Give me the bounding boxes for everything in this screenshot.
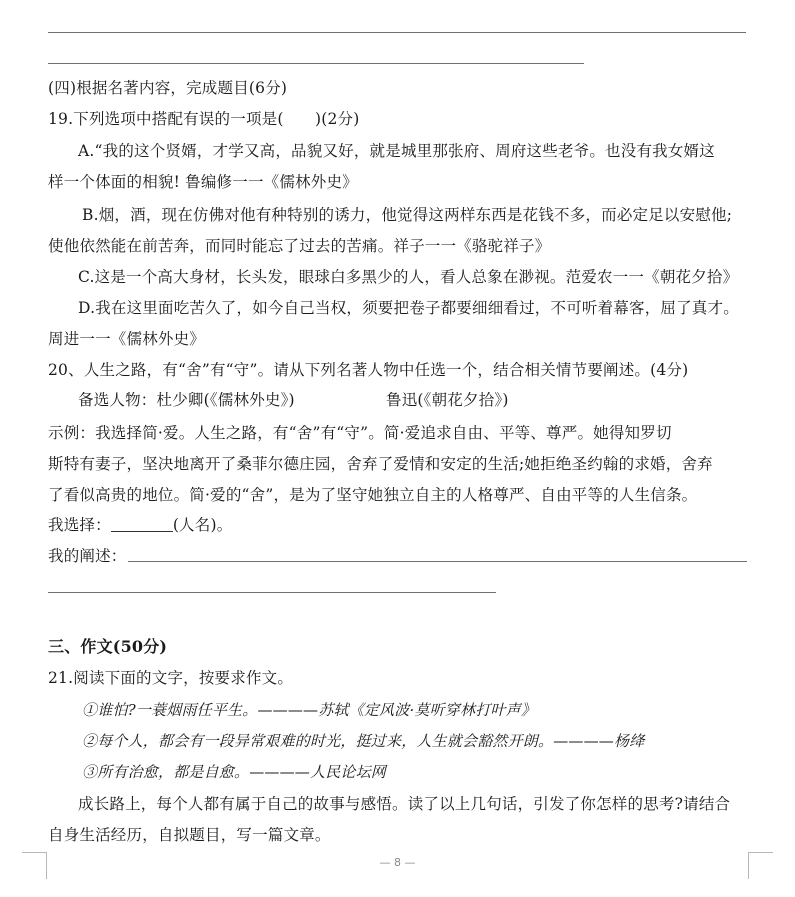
q20-explain-label: 我的阐述： <box>48 547 127 565</box>
q19-option-a-line2: 样一个体面的相貌! 鲁编修一一《儒林外史》 <box>48 173 358 191</box>
q19-stem: 19.下列选项中搭配有误的一项是( )(2分) <box>48 110 360 128</box>
q20-explain-line-1[interactable] <box>128 561 747 562</box>
q21-prompt-line1: 成长路上，每个人都有属于自己的故事与感悟。读了以上几句话，引发了你怎样的思考?请结合 <box>78 795 731 813</box>
q20-choice <box>48 515 232 535</box>
page-number: — 8 — <box>379 856 416 869</box>
q19-option-a-line1: A.“我的这个贤婿，才学又高，品貌又好，就是城里那张府、周府这些老爷。也没有我女婿这 <box>78 142 715 160</box>
q21-stem: 21.阅读下面的文字，按要求作文。 <box>48 669 294 687</box>
answer-line-top-1 <box>48 32 746 33</box>
q20-choice-suffix: (人名)。 <box>172 516 233 534</box>
q20-choice-blank[interactable] <box>111 517 173 532</box>
section4-title: (四)根据名著内容，完成题目(6分) <box>48 79 288 97</box>
q21-quote-1: ①谁怕?一蓑烟雨任平生。————苏轼《定风波·莫听穿林打叶声》 <box>82 701 537 719</box>
q19-option-d-line2: 周进一一《儒林外史》 <box>48 330 206 348</box>
q20-candidate-1: 备选人物：杜少卿(《儒林外史》) <box>78 391 295 409</box>
q20-example-line3: 了看似高贵的地位。简·爱的“舍”，是为了坚守她独立自主的人格尊严、自由平等的人生信条。 <box>48 486 698 504</box>
q19-option-b-line2: 使他依然能在前苦奔，而同时能忘了过去的苦痛。祥子一一《骆驼祥子》 <box>48 237 551 255</box>
answer-line-top-2 <box>48 63 584 64</box>
q19-option-c: C.这是一个高大身材，长头发，眼球白多黑少的人，看人总象在渺视。范爱农一一《朝花夕拾》 <box>78 268 739 286</box>
q20-choice-label: 我选择： <box>48 516 111 534</box>
section3-title: 三、作文(50分) <box>48 637 168 656</box>
q21-quote-2: ②每个人，都会有一段异常艰难的时光，挺过来，人生就会豁然开朗。————杨绛 <box>82 732 645 750</box>
q20-explain-line-2[interactable] <box>48 592 496 593</box>
q21-quote-3: ③所有治愈，都是自愈。————人民论坛网 <box>82 763 387 781</box>
q19-option-b-line1: B.烟，酒，现在仿佛对他有种特别的诱力，他觉得这两样东西是花钱不多，而必定足以安慰他; <box>82 206 733 224</box>
q20-example-line1: 示例：我选择简·爱。人生之路，有“舍”有“守”。简·爱追求自由、平等、尊严。她得知罗切 <box>48 424 672 442</box>
q21-prompt-line2: 自身生活经历，自拟题目，写一篇文章。 <box>48 826 331 844</box>
q20-example-line2: 斯特有妻子，坚决地离开了桑菲尔德庄园，舍弃了爱情和安定的生活;她拒绝圣约翰的求婚，舍弃 <box>48 455 713 473</box>
q20-stem: 20、人生之路，有“舍”有“守”。请从下列名著人物中任选一个，结合相关情节要阐述。(4分) <box>48 361 689 379</box>
q19-option-d-line1: D.我在这里面吃苦久了，如今自己当权，须要把卷子都要细细看过，不可听着幕客，屈了真才。 <box>78 299 739 317</box>
q20-candidate-2: 鲁迅(《朝花夕拾》) <box>386 391 509 409</box>
